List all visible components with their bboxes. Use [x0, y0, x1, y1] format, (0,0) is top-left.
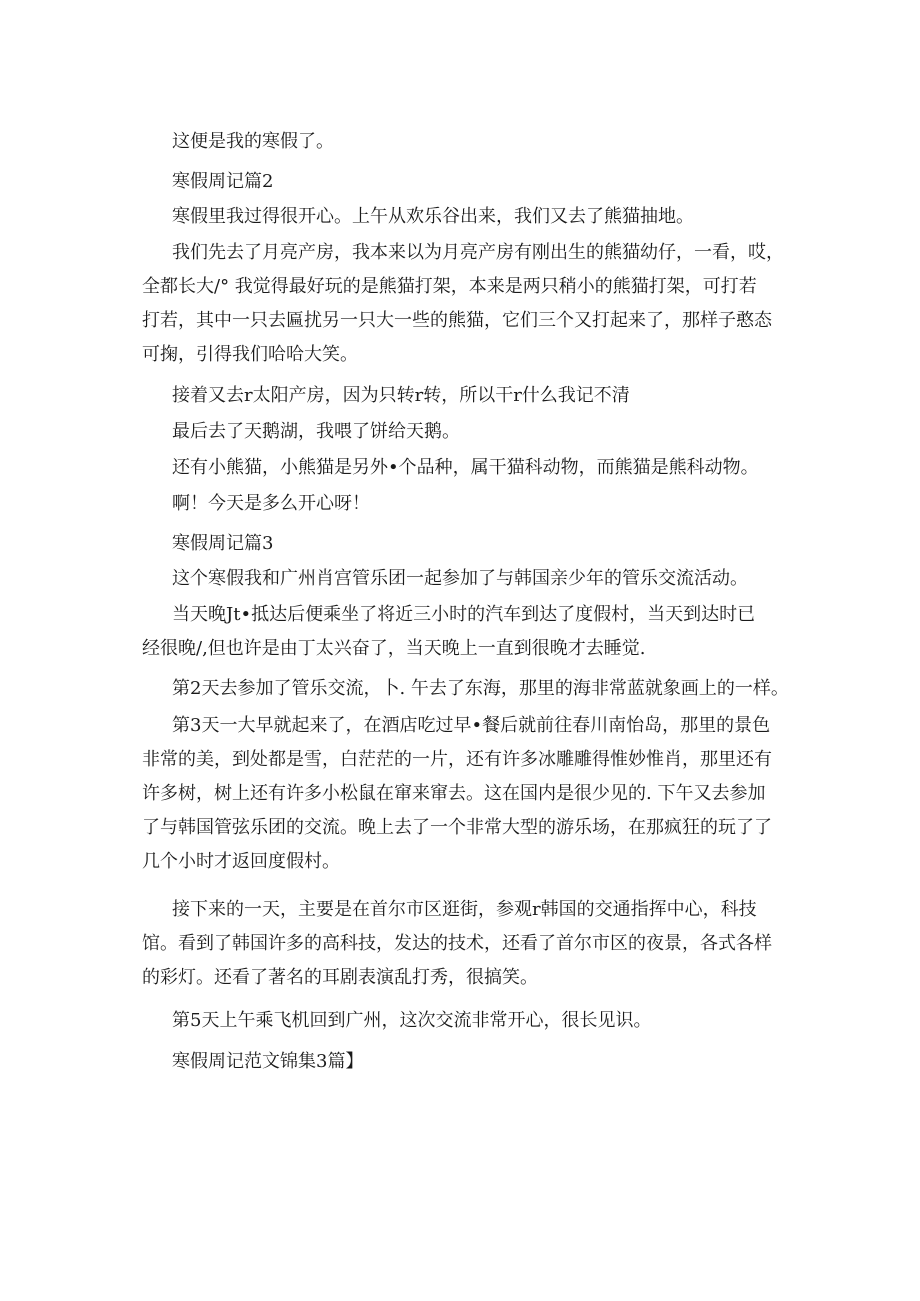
section-heading-3 — [172, 528, 273, 560]
section-heading-4 — [172, 1046, 363, 1078]
paragraph-line: 接下来的一天，主要是在首尔市区逛街，参观r韩国的交通指挥中心，科技 — [172, 899, 757, 920]
paragraph-line: 这个寒假我和广州肖宫管乐团一起参加了与韩国亲少年的管乐交流活动。 — [172, 568, 748, 589]
paragraph-line: 的彩灯。还看了著名的耳剧表演乱打秀，很搞笑。 — [142, 967, 538, 988]
heading-text: 寒假周记篇3 — [172, 533, 274, 554]
paragraph-8 — [172, 563, 748, 595]
paragraph-line: 第5天上午乘飞机回到广州，这次交流非常开心，很长见识。 — [172, 1010, 652, 1031]
paragraph-line: 馆。看到了韩国许多的高科技，发达的技术，还看了首尔市区的夜景，各式各样 — [142, 933, 772, 954]
paragraph-7 — [172, 488, 370, 520]
section-heading-2 — [172, 166, 273, 198]
heading-text: 寒假周记范文锦集3篇】 — [172, 1051, 364, 1072]
paragraph-line: 接着又去r太阳产房，因为只转r转，所以干r什么我记不清 — [172, 385, 630, 406]
paragraph-line: 了与韩国管弦乐团的交流。晚上去了一个非常大型的游乐场，在那疯狂的玩了了 — [142, 817, 772, 838]
paragraph-line: 第3天一大早就起来了，在酒店吃过早•餐后就前往春川南怡岛，那里的景色 — [172, 715, 771, 736]
paragraph-line: 几个小时才返回度假村。 — [142, 851, 340, 872]
paragraph-5 — [172, 416, 460, 448]
paragraph-line: 寒假里我过得很开心。上午从欢乐谷出来，我们又去了熊猫抽地。 — [172, 206, 694, 227]
paragraph-line: 可掬，引得我们哈哈大笑。 — [142, 344, 358, 365]
paragraph-6 — [172, 452, 759, 484]
paragraph-line: 最后去了天鹅湖，我喂了饼给天鹅。 — [172, 421, 460, 442]
paragraph-line: 第2天去参加了管乐交流，卜. 午去了东海，那里的海非常蓝就象画上的一样。 — [172, 678, 789, 699]
paragraph-line: 非常的美，到处都是雪，白茫茫的一片，还有许多冰雕雕得惟妙惟肖，那里还有 — [142, 749, 772, 770]
paragraph-line: 许多树，树上还有许多小松鼠在窜来窜去。这在国内是很少见的. 下午又去参加 — [142, 783, 766, 804]
heading-text: 寒假周记篇2 — [172, 171, 274, 192]
paragraph-line: 我们先去了月亮产房，我本来以为月亮产房有刚出生的熊猫幼仔，一看，哎， — [172, 242, 784, 263]
paragraph-3 — [142, 237, 784, 371]
paragraph-12 — [142, 894, 772, 994]
paragraph-10 — [172, 673, 789, 705]
paragraph-2 — [172, 201, 694, 233]
paragraph-line: 当天晚Jt•抵达后便乘坐了将近三小时的汽车到达了度假村，当天到达时已 — [172, 604, 756, 625]
paragraph-11 — [142, 710, 772, 878]
paragraph-1 — [172, 126, 334, 158]
paragraph-4 — [172, 380, 630, 412]
paragraph-line: 全都长大/° 我觉得最好玩的是熊猫打架，本来是两只稍小的熊猫打架，可打若 — [142, 276, 757, 297]
paragraph-13 — [172, 1005, 651, 1037]
paragraph-line: 啊！今天是多么开心呀！ — [172, 493, 370, 514]
paragraph-line: 这便是我的寒假了。 — [172, 131, 334, 152]
paragraph-9 — [142, 599, 756, 665]
paragraph-line: 经很晚/,但也许是由丁太兴奋了，当天晚上一直到很晚才去睡觉. — [142, 638, 646, 659]
paragraph-line: 打若，其中一只去匾扰另一只大一些的熊猫，它们三个又打起来了，那样子憨态 — [142, 310, 772, 331]
paragraph-line: 还有小熊猫，小熊猫是另外•个品种，属干猫科动物，而熊猫是熊科动物。 — [172, 457, 759, 478]
